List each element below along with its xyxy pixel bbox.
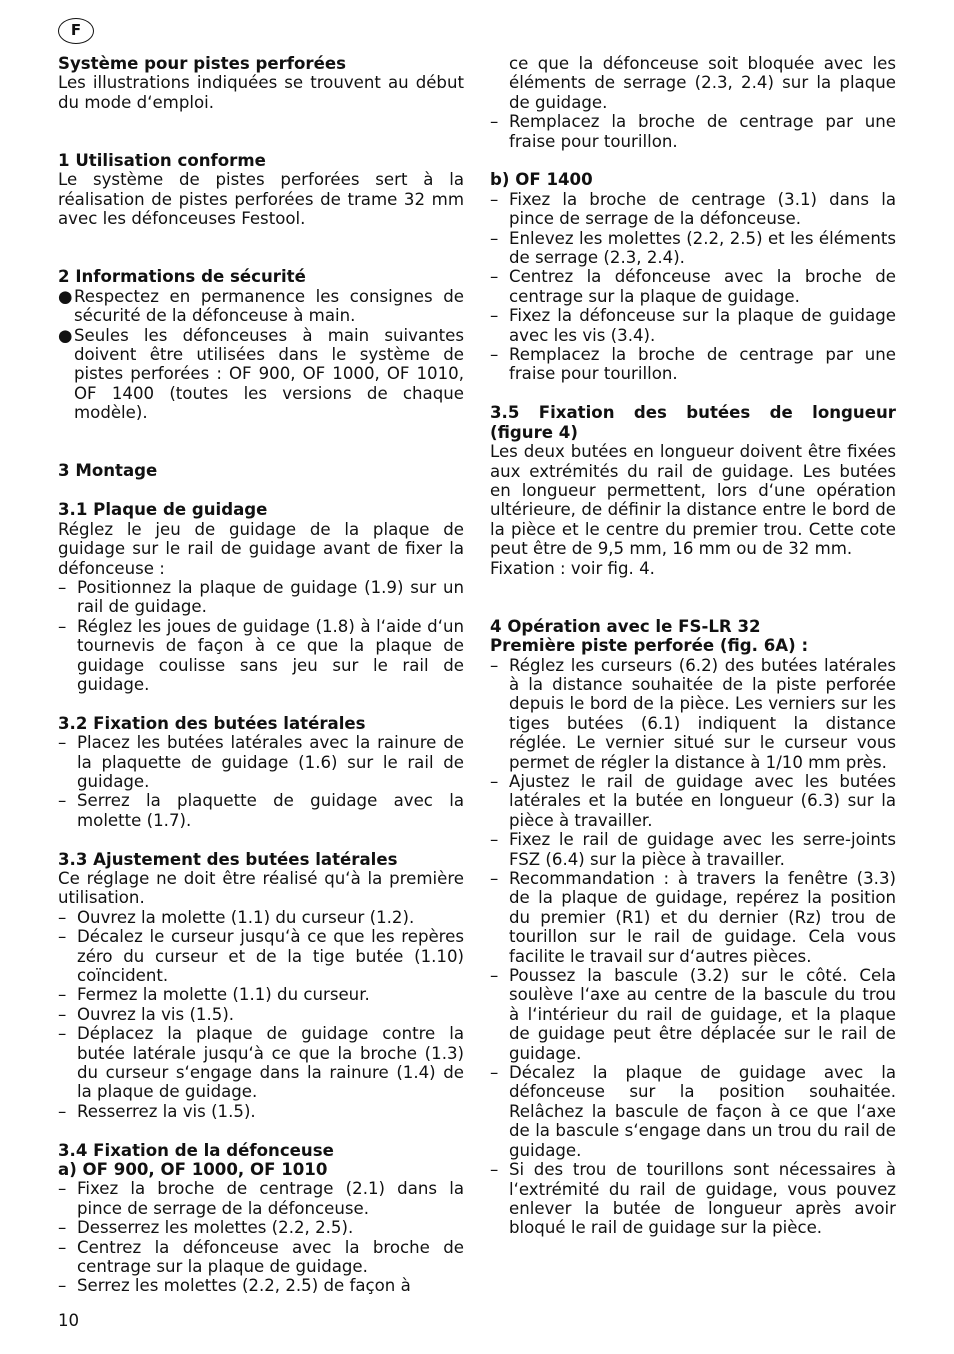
- section-3-4-b-heading: b) OF 1400: [490, 170, 593, 190]
- list-item: – Remplacez la broche de centrage par une fraise pour tourillon.: [490, 345, 896, 384]
- bullet-icon: ●: [58, 286, 73, 306]
- list-item: – Recommandation : à travers la fenêtre (3.3) de la plaque de guidage, repérez la position du premier (R1) et du dernier (Rz) trou de tourillon sur le rail de guidage. Cela vous facilite le travail sur d‘autres pièces.: [490, 869, 896, 966]
- list-item: – Réglez les joues de guidage (1.8) à l‘aide d‘un tournevis de façon à ce que la plaque de guidage coulisse sans jeu sur le rail de guidage.: [58, 616, 464, 694]
- list-item: – Décalez la plaque de guidage avec la défonceuse sur la position souhaitée. Relâchez la bascule de façon à ce que l‘axe de la bascule s‘engage dans un trou du rail de guidage.: [490, 1063, 896, 1160]
- section-1-text: Le système de pistes perforées sert à la réalisation de pistes perforées de trame 32 mm avec les défonceuses Festool.: [58, 170, 464, 229]
- list-item: – Remplacez la broche de centrage par une fraise pour tourillon.: [490, 112, 896, 151]
- list-item: – Fixez la broche de centrage (3.1) dans la pince de serrage de la défonceuse.: [490, 189, 896, 229]
- section-3-5-fixation: Fixation : voir fig. 4.: [490, 558, 655, 578]
- section-3-4-a-continuation: ce que la défonceuse soit bloquée avec les éléments de serrage (2.3, 2.4) sur la plaque de guidage.: [509, 54, 896, 112]
- list-item: – Enlevez les molettes (2.2, 2.5) et les éléments de serrage (2.3, 2.4).: [490, 228, 896, 268]
- section-3-5-text: Les deux butées en longueur doivent être fixées aux extrémités du rail de guidage. Les butées en longueur permettent, lors d‘une opération ultérieure, de définir la distance entre le bord de la pièce et le centre du premier trou. Cette cote peut être de 9,5 mm, 16 mm ou de 32 mm.: [490, 442, 896, 559]
- list-item: – Placez les butées latérales avec la rainure de la plaquette de guidage (1.6) sur le rail de guidage.: [58, 733, 464, 791]
- section-3-1-heading: 3.1 Plaque de guidage: [58, 500, 268, 520]
- list-item: – Fixez le rail de guidage avec les serre-joints FSZ (6.4) sur la pièce à travailler.: [490, 830, 896, 869]
- list-item: – Décalez le curseur jusqu‘à ce que les repères zéro du curseur et de la tige butée (1.10) coïncident.: [58, 927, 464, 985]
- page-number: 10: [58, 1311, 80, 1330]
- section-3-3-text: Ce réglage ne doit être réalisé qu‘à la première utilisation.: [58, 868, 464, 908]
- list-item: – Déplacez la plaque de guidage contre la butée latérale jusqu‘à ce que la broche (1.3) du curseur s‘engage dans la rainure (1.4) de la plaque de guidage.: [58, 1024, 464, 1102]
- list-item: – Fixez la défonceuse sur la plaque de guidage avec les vis (3.4).: [490, 306, 896, 345]
- list-item: – Ouvrez la molette (1.1) du curseur (1.2).: [58, 907, 415, 927]
- section-4-heading: 4 Opération avec le FS-LR 32: [490, 616, 761, 636]
- list-item: – Poussez la bascule (3.2) sur le côté. Cela soulève l‘axe au centre de la bascule du trou à l‘intérieur du rail de guidage, et la plaque de guidage peut être déplacée sur le rail de guidage.: [490, 966, 896, 1063]
- section-3-4-heading: 3.4 Fixation de la défonceuse: [58, 1140, 334, 1160]
- right-column: [490, 54, 896, 1238]
- section-3-4-a-heading: a) OF 900, OF 1000, OF 1010: [58, 1160, 328, 1180]
- document-title: Système pour pistes perforées: [58, 54, 346, 73]
- list-item: – Positionnez la plaque de guidage (1.9) sur un rail de guidage.: [58, 577, 464, 617]
- list-item: – Ajustez le rail de guidage avec les butées latérales et la butée en longueur (6.3) sur la pièce à travailler.: [490, 771, 896, 830]
- list-item: – Réglez les curseurs (6.2) des butées latérales à la distance souhaitée de la piste perforée depuis le bord de la pièce. Les verniers sur les tiges butées (6.1) indiquent la distance réglée. Le vernier situé sur le curseur vous permet de régler la distance à 1/10 mm près.: [490, 655, 896, 772]
- list-item: – Desserrez les molettes (2.2, 2.5).: [58, 1218, 354, 1238]
- bullet-icon: ●: [58, 325, 73, 345]
- section-1-heading: 1 Utilisation conforme: [58, 151, 266, 171]
- section-2-heading: 2 Informations de sécurité: [58, 267, 306, 287]
- list-item: – Fixez la broche de centrage (2.1) dans la pince de serrage de la défonceuse.: [58, 1179, 464, 1218]
- section-3-heading: 3 Montage: [58, 461, 158, 481]
- list-item: – Resserrez la vis (1.5).: [58, 1101, 256, 1121]
- left-column: [58, 54, 464, 1296]
- list-item: – Centrez la défonceuse avec la broche de centrage sur la plaque de guidage.: [490, 267, 896, 306]
- list-item: ● Respectez en permanence les consignes de sécurité de la défonceuse à main.: [58, 286, 464, 326]
- list-item: – Fermez la molette (1.1) du curseur.: [58, 985, 370, 1005]
- section-4-subheading: Première piste perforée (fig. 6A) :: [490, 636, 809, 656]
- intro-text: Les illustrations indiquées se trouvent au début du mode d‘emploi.: [58, 73, 464, 112]
- section-3-2-heading: 3.2 Fixation des butées latérales: [58, 713, 366, 733]
- language-badge: F: [58, 18, 94, 44]
- list-item: – Ouvrez la vis (1.5).: [58, 1004, 235, 1024]
- section-3-1-text: Réglez le jeu de guidage de la plaque de guidage sur le rail de guidage avant de fixer la défonceuse :: [58, 519, 464, 578]
- list-item: – Serrez les molettes (2.2, 2.5) de façon à: [58, 1276, 411, 1296]
- list-item: – Si des trou de tourillons sont nécessaires à l‘extrémité du rail de guidage, vous pouvez enlever la butée de longueur après avoir bloqué le rail de guidage sur la pièce.: [490, 1160, 896, 1238]
- section-3-3-heading: 3.3 Ajustement des butées latérales: [58, 849, 398, 869]
- section-3-5-heading: 3.5 Fixation des butées de longueur (figure 4): [490, 403, 896, 442]
- list-item: ● Seules les défonceuses à main suivantes doivent être utilisées dans le système de pistes perforées : OF 900, OF 1000, OF 1010, OF 1400 (toutes les versions de chaque modèle).: [58, 325, 464, 423]
- list-item: – Centrez la défonceuse avec la broche de centrage sur la plaque de guidage.: [58, 1237, 464, 1277]
- list-item: – Serrez la plaquette de guidage avec la molette (1.7).: [58, 791, 464, 830]
